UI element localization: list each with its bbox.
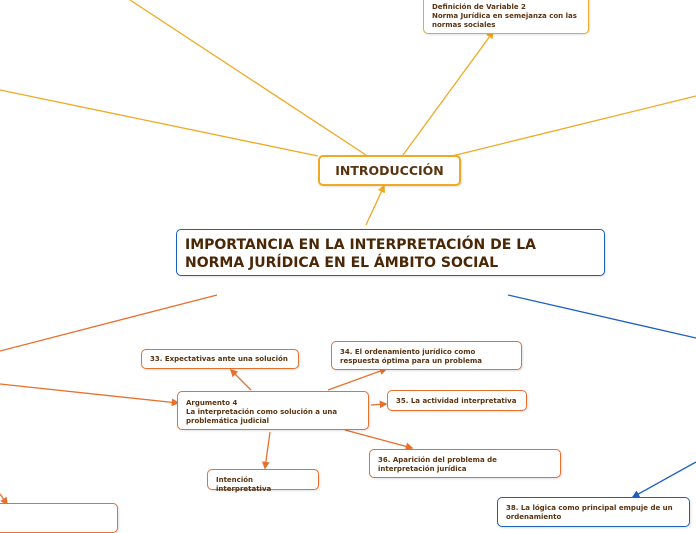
node-variable2-text: Definición de Variable 2 Norma Jurídica en semejanza con las normas sociales xyxy=(432,3,577,29)
edge-intro-left xyxy=(0,90,318,156)
node-partial-left[interactable] xyxy=(0,503,118,533)
edge-intro-upper-left xyxy=(130,0,366,155)
edge-arg4-34 xyxy=(328,369,386,390)
node-argumento4-text: Argumento 4 La interpretación como solución a una problemática judicial xyxy=(186,399,338,425)
node-topic-36-text: 36. Aparición del problema de interpretación jurídica xyxy=(378,456,497,473)
node-intencion[interactable] xyxy=(207,469,319,493)
node-intencion-text: Intención interpretativa xyxy=(216,476,272,493)
edge-intro-right xyxy=(452,96,696,156)
node-topic-35-text: 35. La actividad interpretativa xyxy=(396,397,517,405)
edge-intro-variable2 xyxy=(403,32,493,155)
edge-arg4-36 xyxy=(345,430,412,448)
node-argumento4[interactable] xyxy=(177,391,369,430)
node-topic-35[interactable] xyxy=(387,390,527,411)
node-topic-33[interactable] xyxy=(141,349,299,369)
node-introduccion[interactable] xyxy=(318,155,461,186)
node-topic-34-text: 34. El ordenamiento jurídico como respuesta óptima para un problema xyxy=(340,348,482,365)
edge-arg4-35 xyxy=(371,404,386,405)
node-introduccion-text: INTRODUCCIÓN xyxy=(335,163,444,178)
edge-left-argumento4 xyxy=(0,384,178,403)
node-main-topic[interactable] xyxy=(176,229,605,276)
node-topic-38-text: 38. La lógica como principal empuje de un ordenamiento xyxy=(506,504,673,521)
edge-arg4-33 xyxy=(231,370,251,390)
node-topic-36[interactable] xyxy=(369,449,561,478)
edge-main-right xyxy=(508,295,696,338)
edge-main-intro xyxy=(366,186,384,225)
edge-right-38 xyxy=(633,462,696,497)
node-topic-38[interactable] xyxy=(497,497,690,527)
node-topic-33-text: 33. Expectativas ante una solución xyxy=(150,355,288,363)
node-variable2[interactable] xyxy=(423,0,589,34)
edge-arg4-intencion xyxy=(265,432,270,468)
node-main-topic-text: IMPORTANCIA EN LA INTERPRETACIÓN DE LA NORMA JURÍDICA EN EL ÁMBITO SOCIAL xyxy=(185,237,536,271)
edge-main-left xyxy=(0,295,217,351)
node-topic-34[interactable] xyxy=(331,341,522,370)
